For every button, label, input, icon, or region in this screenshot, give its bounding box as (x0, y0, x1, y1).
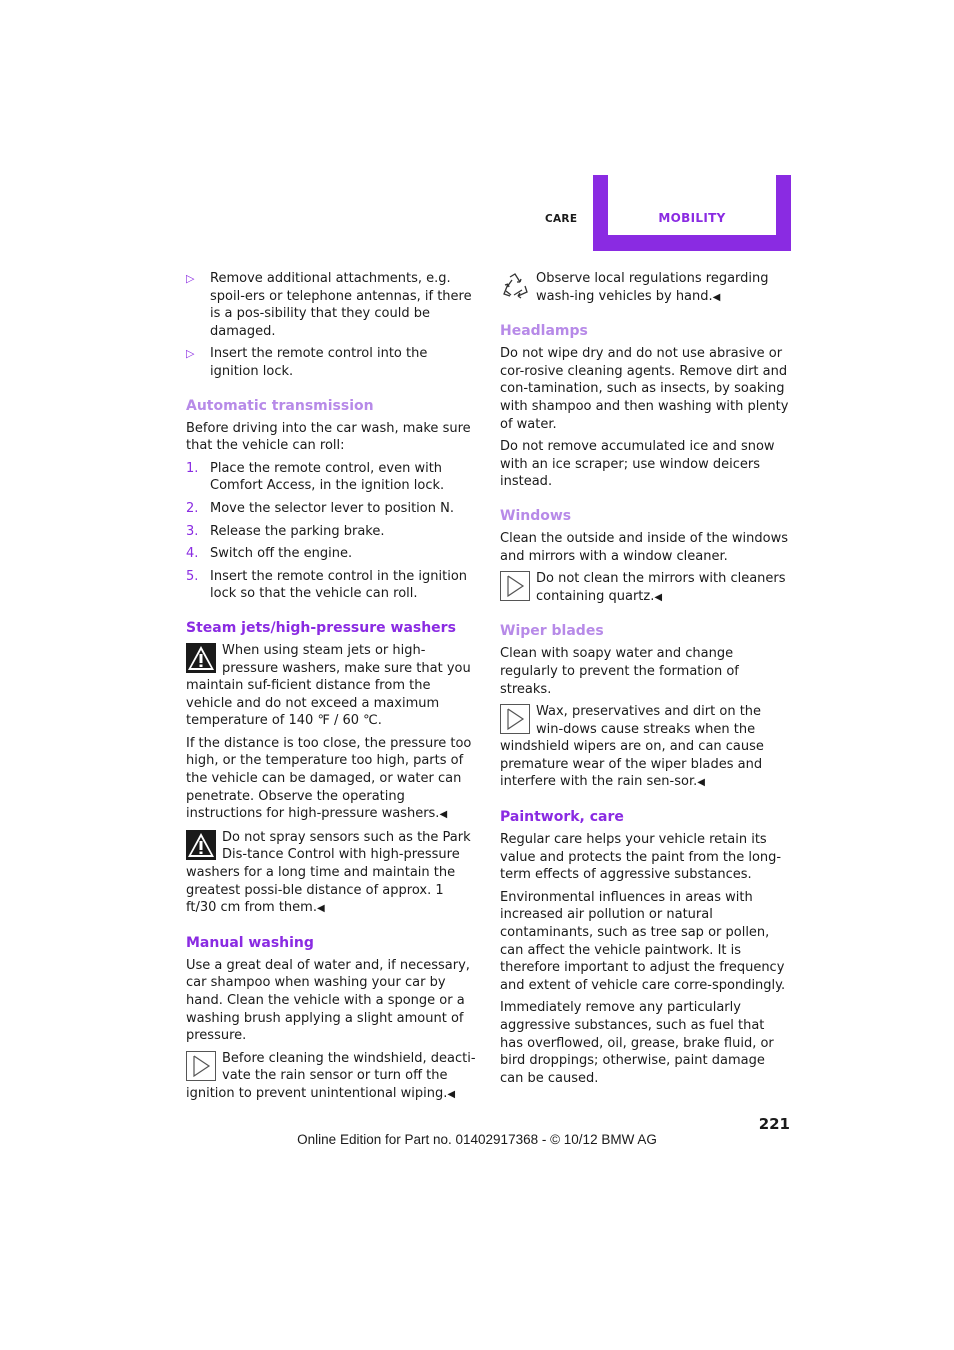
heading-wiper-blades: Wiper blades (500, 623, 604, 640)
footer-edition: Online Edition for Part no. 01402917368 - © 10/12 BMW AG (297, 1132, 657, 1147)
paragraph: Do not wipe dry and do not use abrasive or cor-rosive cleaning agents. Remove dirt and con-tamination, such as insects, by soaking with shampoo and then washing with plenty of water. (500, 346, 789, 432)
list-item: 2. Move the selector lever to position N. (186, 500, 454, 516)
heading-paintwork-care: Paintwork, care (500, 809, 624, 826)
end-marker-icon: ◀ (316, 903, 325, 915)
heading-manual-washing: Manual washing (186, 934, 314, 951)
list-item: 3. Release the parking brake. (186, 523, 385, 539)
environment-note: Observe local regulations regarding wash-ing vehicles by hand.◀ (500, 270, 791, 306)
heading-automatic-transmission: Automatic transmission (186, 397, 374, 414)
end-marker-icon: ◀ (697, 777, 705, 789)
paragraph: If the distance is too close, the pressure too high, or the temperature too high, parts of the vehicle can be damaged, or water can penetrate. Observe the operating instructions for high-pressure washers.◀ (186, 735, 472, 822)
page-number: 221 (758, 1115, 790, 1133)
note-arrow-icon (186, 1051, 216, 1081)
end-marker-icon: ◀ (439, 809, 448, 821)
info-note: Before cleaning the windshield, deacti-vate the rain sensor or turn off the ignition to prevent unintentional wiping.◀ (186, 1050, 476, 1101)
end-marker-icon: ◀ (654, 591, 663, 603)
list-item: 4. Switch off the engine. (186, 546, 353, 562)
info-note: Do not clean the mirrors with cleaners containing quartz.◀ (500, 570, 791, 606)
warning-triangle-icon (186, 643, 216, 673)
list-item: 1. Place the remote control, even with Comfort Access, in the ignition lock. (186, 460, 445, 494)
list-item: ▷ Insert the remote control into the ignition lock. (186, 346, 428, 379)
info-note: Wax, preservatives and dirt on the win-dows cause streaks when the windshield wipers are on, and can cause premature wear of the wiper blades and interfere with the rain sen-sor.◀ (500, 704, 764, 790)
list-item: ▷ Remove additional attachments, e.g. spoil-ers or telephone antennas, if there is a pos-sibility that they could be damaged. (186, 271, 472, 339)
paragraph: Environmental influences in areas with increased air pollution or natural contaminants, such as tree sap or pollen, can affect the vehicle paintwork. It is therefore important to adjust the frequency and extent of vehicle care corre-spondingly. (500, 889, 786, 993)
left-column (186, 270, 478, 1109)
paragraph: Do not remove accumulated ice and snow with an ice scraper; use window deicers instead. (500, 439, 775, 490)
heading-headlamps: Headlamps (500, 323, 588, 340)
end-marker-icon: ◀ (447, 1088, 456, 1100)
paragraph: Before driving into the car wash, make sure that the vehicle can roll: (186, 420, 471, 454)
recycle-icon (500, 271, 530, 301)
warning-triangle-icon (186, 830, 216, 860)
paragraph: Regular care helps your vehicle retain its value and protects the paint from the long-term effects of aggressive substances. (500, 832, 782, 883)
note-arrow-icon (500, 704, 530, 734)
paragraph: Clean with soapy water and change regularly to prevent the formation of streaks. (500, 646, 739, 697)
end-marker-icon: ◀ (712, 291, 721, 303)
section-label-care: CARE (545, 213, 578, 225)
list-item: 5. Insert the remote control in the ignition lock so that the vehicle can roll. (186, 568, 468, 602)
paragraph: Immediately remove any particularly aggressive substances, such as fuel that has overflowed, oil, grease, brake fluid, or bird droppings; otherwise, paint damage can be caused. (500, 1000, 774, 1086)
heading-steam-jets: Steam jets/high-pressure washers (186, 619, 456, 636)
bullet-arrow-icon: ▷ (186, 272, 195, 285)
paragraph: Clean the outside and inside of the windows and mirrors with a window cleaner. (500, 530, 788, 564)
note-arrow-icon (500, 571, 530, 601)
heading-windows: Windows (500, 507, 572, 524)
right-column (500, 270, 791, 1092)
section-label-mobility: MOBILITY (658, 211, 726, 225)
bullet-arrow-icon: ▷ (186, 347, 195, 361)
warning-note: Do not spray sensors such as the Park Dis-tance Control with high-pressure washers for a long time and maintain the greatest possi-ble distance of approx. 1 ft/30 cm from them.◀ (186, 829, 471, 916)
paragraph: Use a great deal of water and, if necessary, car shampoo when washing your car by hand. Clean the vehicle with a sponge or a washing brush applying a slight amount of pressure. (186, 957, 470, 1044)
warning-note: When using steam jets or high-pressure washers, make sure that you maintain suf-ficient distance from the vehicle and do not exceed a maximum temperature of 140 ℉ / 60 ℃. (186, 642, 471, 729)
